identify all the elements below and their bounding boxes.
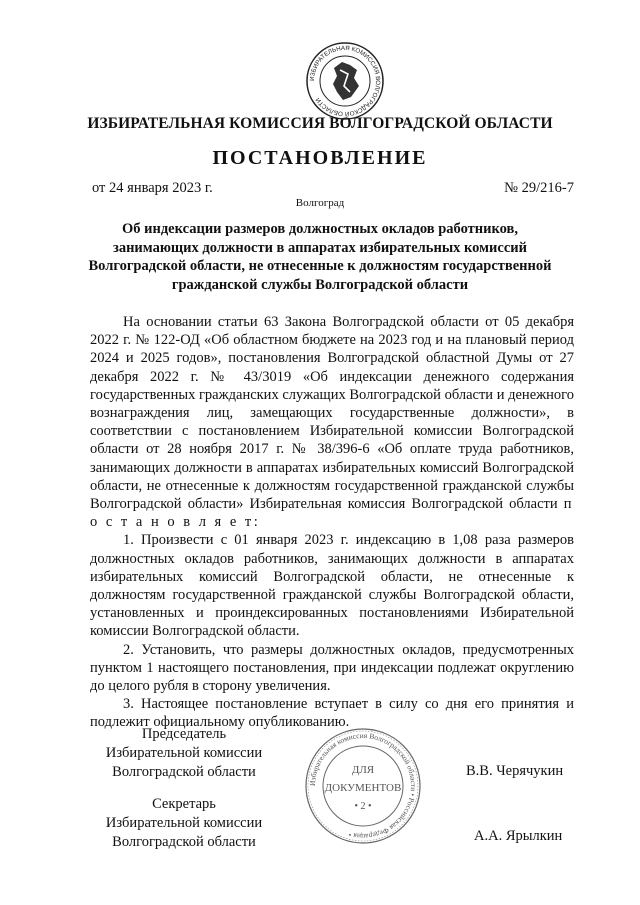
stamp-line-2: ДОКУМЕНТОВ bbox=[324, 782, 402, 794]
document-city: Волгоград bbox=[295, 197, 345, 209]
resolution-item-2: 2. Установить, что размеры должностных окладов, предусмотренных пунктом 1 настоящего постановления, при индексации подлежат округлению до целого рубля в сторону увеличения. bbox=[90, 641, 574, 695]
emblem-ring-text: ИЗБИРАТЕЛЬНАЯ КОМИССИЯ ВОЛГОГРАДСКОЙ ОБЛАСТИ bbox=[308, 44, 382, 118]
secretary-title-line: Волгоградской области bbox=[112, 834, 256, 850]
stamp-ring-text: Избирательная комиссия Волгоградской области • Российская Федерация • bbox=[307, 730, 419, 842]
chair-name: В.В. Черячукин bbox=[466, 763, 564, 779]
stamp-line-3: • 2 • bbox=[354, 801, 372, 812]
chair-title-line: Избирательной комиссии bbox=[105, 745, 263, 761]
secretary-title bbox=[90, 795, 278, 852]
secretary-name: А.А. Ярылкин bbox=[474, 828, 563, 844]
org-name: ИЗБИРАТЕЛЬНАЯ КОМИССИЯ ВОЛГОГРАДСКОЙ ОБЛАСТИ bbox=[87, 115, 553, 132]
document-type: ПОСТАНОВЛЕНИЕ bbox=[212, 147, 428, 169]
document-body bbox=[90, 313, 574, 732]
preamble-paragraph bbox=[90, 313, 574, 531]
secretary-title-line: Избирательной комиссии bbox=[105, 815, 263, 831]
stamp-line-1: ДЛЯ bbox=[351, 764, 375, 776]
chair-title-line: Волгоградской области bbox=[112, 764, 256, 780]
document-subject: Об индексации размеров должностных окладов работников, занимающих должности в аппаратах избирательных комиссий Волгоградской области, не отнесенные к должностям государственной гражданской службы Волгоградской области bbox=[88, 221, 552, 293]
resolution-item-1: 1. Произвести с 01 января 2023 г. индексацию в 1,08 раза размеров должностных окладов работников, занимающих должности в аппаратах избирательных комиссий Волгоградской области, не отнесенные к должностям государственной гражданской службы Волгоградской области, установленных и проиндексированных постановлениями Избирательной комиссии Волгоградской области. bbox=[90, 532, 574, 640]
chair-title bbox=[90, 725, 278, 782]
resolution-item-3: 3. Настоящее постановление вступает в силу со дня его принятия и подлежит официальному опубликованию. bbox=[90, 696, 574, 731]
official-stamp bbox=[304, 727, 422, 845]
resolves-phrase: п о с т а н о в л я е т: bbox=[90, 496, 574, 531]
chair-title-line: Председатель bbox=[141, 726, 227, 742]
commission-emblem bbox=[304, 40, 386, 122]
document-number: № 29/216-7 bbox=[504, 180, 574, 196]
document-date: от 24 января 2023 г. bbox=[92, 180, 213, 196]
preamble-text: На основании статьи 63 Закона Волгоградской области от 05 декабря 2022 г. № 122-ОД «Об областном бюджете на 2023 год и на плановый период 2024 и 2025 годов», постановления Волгоградской областной Думы от 27 декабря 2022 г. № 43/3019 «Об индексации денежного содержания государственных гражданских служащих Волгоградской области и денежного вознаграждения лиц, замещающих государственные должности», в соответствии с постановлением Избирательной комиссии Волгоградской области от 28 ноября 2017 г. № 38/396-6 «Об оплате труда работников, занимающих должности в аппаратах избирательных комиссий Волгоградской области, не отнесенные к должностям государственной гражданской службы Волгоградской области» Избирательная комиссия Волгоградской области bbox=[90, 314, 574, 513]
secretary-title-line: Секретарь bbox=[152, 796, 216, 812]
